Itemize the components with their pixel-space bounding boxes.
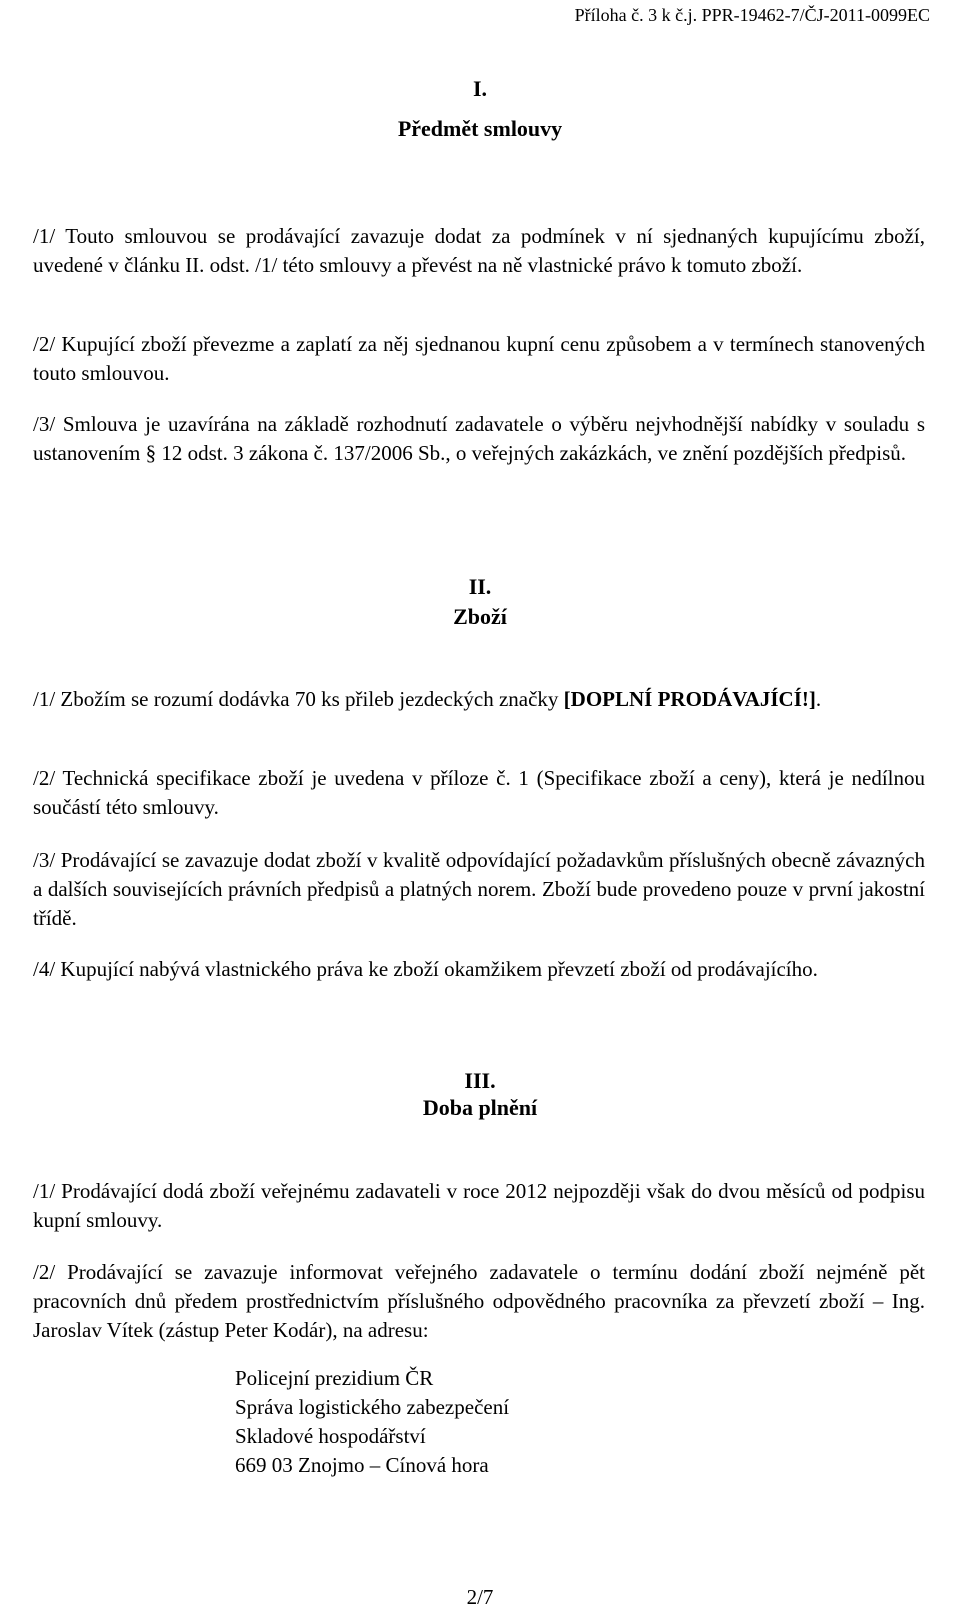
section-3-title: Doba plnění [422, 1095, 538, 1120]
section-2-paragraph-4: /4/ Kupující nabývá vlastnického práva ke zboží okamžikem převzetí zboží od prodávajícího. [33, 957, 818, 981]
section-2-title: Zboží [453, 604, 507, 629]
section-2-paragraph-3: /3/ Prodávající se zavazuje dodat zboží v kvalitě odpovídající požadavkům příslušných obecně závazných a dalších souvisejících právních předpisů a platných norem. Zboží bude provedeno pouze v první jakostní třídě. [33, 848, 925, 930]
address-line-4: 669 03 Znojmo – Cínová hora [235, 1453, 489, 1477]
section-2-paragraph-1 [33, 685, 925, 714]
section-1-number: I. [472, 76, 488, 101]
address-line-2: Správa logistického zabezpečení [235, 1395, 510, 1419]
address-line-3: Skladové hospodářství [235, 1424, 426, 1448]
delivery-address [235, 1364, 735, 1480]
section-2-number: II. [468, 574, 492, 599]
page-number: 2/7 [466, 1585, 494, 1609]
section-1-paragraph-3: /3/ Smlouva je uzavírána na základě rozhodnutí zadavatele o výběru nejvhodnější nabídky v souladu s ustanovením § 12 odst. 3 zákona č. 137/2006 Sb., o veřejných zakázkách, ve znění pozdějších předpisů. [33, 412, 925, 465]
section-1-paragraph-2: /2/ Kupující zboží převezme a zaplatí za něj sjednanou kupní cenu způsobem a v termínech stanovených touto smlouvou. [33, 332, 925, 385]
section-1-paragraph-1: /1/ Touto smlouvou se prodávající zavazuje dodat za podmínek v ní sjednaných kupujícímu zboží, uvedené v článku II. odst. /1/ této smlouvy a převést na ně vlastnické právo k tomuto zboží. [33, 224, 925, 277]
section-3-paragraph-1: /1/ Prodávající dodá zboží veřejnému zadavateli v roce 2012 nejpozději však do dvou měsíců od podpisu kupní smlouvy. [33, 1179, 925, 1232]
document-reference: Příloha č. 3 k č.j. PPR-19462-7/ČJ-2011-0099EC [574, 5, 930, 25]
section-2-paragraph-1-end: . [815, 687, 822, 711]
seller-placeholder: [DOPLNÍ PRODÁVAJÍCÍ!] [563, 687, 816, 711]
section-3-number: III. [464, 1068, 496, 1093]
section-2-paragraph-2: /2/ Technická specifikace zboží je uvedena v příloze č. 1 (Specifikace zboží a ceny), která je nedílnou součástí této smlouvy. [33, 766, 925, 819]
section-3-paragraph-2: /2/ Prodávající se zavazuje informovat veřejného zadavatele o termínu dodání zboží nejméně pět pracovních dnů předem prostřednictvím příslušného odpovědného pracovníka za převzetí zboží – Ing. Jaroslav Vítek (zástup Peter Kodár), na adresu: [33, 1260, 925, 1342]
address-line-1: Policejní prezidium ČR [235, 1366, 434, 1390]
section-1-title: Předmět smlouvy [397, 116, 563, 141]
section-2-paragraph-1-text: /1/ Zbožím se rozumí dodávka 70 ks přileb jezdeckých značky [33, 687, 564, 711]
